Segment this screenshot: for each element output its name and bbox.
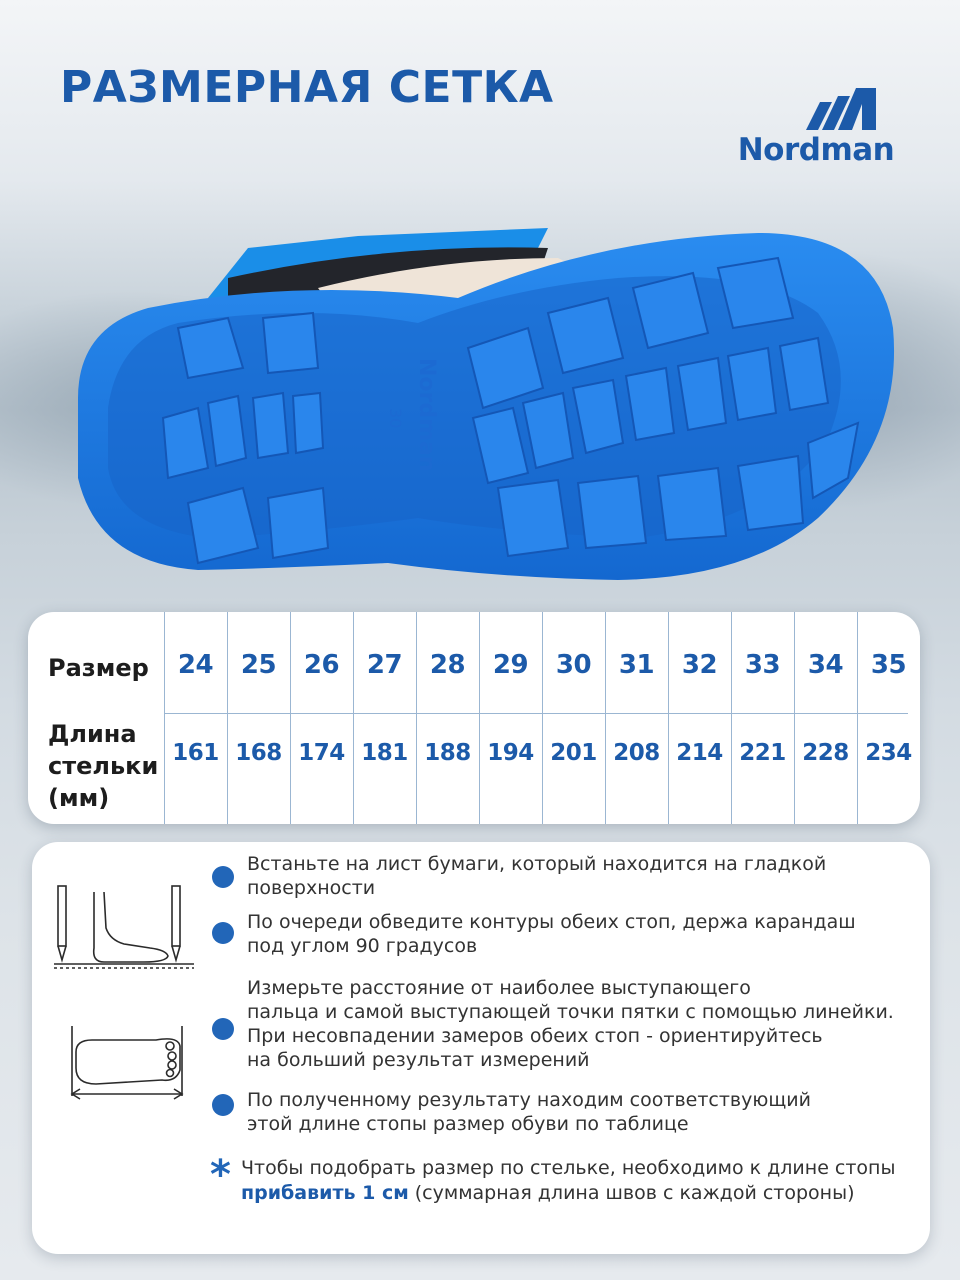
size-column (290, 612, 353, 824)
note-rest: (суммарная длина швов с каждой стороны) (408, 1182, 855, 1204)
size-column (479, 612, 542, 824)
insole-length-label-line: стельки (48, 752, 159, 780)
insole-length-value: 188 (424, 740, 471, 766)
size-column (164, 612, 227, 824)
nordman-logo-icon (806, 88, 876, 130)
bullet-icon (212, 866, 234, 888)
page-title: РАЗМЕРНАЯ СЕТКА (60, 62, 554, 113)
sole-brand-text: Nordman (414, 358, 439, 472)
insole-length-label-line: Длина (48, 720, 137, 748)
size-value: 33 (744, 650, 781, 680)
instruction-line: поверхности (247, 877, 376, 899)
size-column (668, 612, 731, 824)
instruction-step-2 (247, 910, 856, 958)
insole-length-value: 174 (298, 740, 345, 766)
instruction-step-1 (247, 852, 826, 900)
foot-pencil-illustration-icon (54, 884, 194, 974)
instruction-line: По полученному результату находим соответствующий (247, 1089, 811, 1111)
insole-length-value: 161 (172, 740, 219, 766)
insole-length-row-label (48, 718, 158, 814)
table-divider-vertical (164, 612, 165, 824)
size-value: 29 (492, 650, 529, 680)
size-column (353, 612, 416, 824)
instruction-line: пальца и самой выступающей точки пятки с помощью линейки. (247, 1001, 894, 1023)
note-bold: прибавить 1 см (241, 1182, 409, 1204)
instruction-line: При несовпадении замеров обеих стоп - ориентируйтесь (247, 1025, 823, 1047)
size-column (731, 612, 794, 824)
bullet-icon (212, 1094, 234, 1116)
bullet-icon (212, 922, 234, 944)
bullet-icon (212, 1018, 234, 1040)
size-column (542, 612, 605, 824)
insole-note (241, 1156, 895, 1206)
insole-length-value: 181 (361, 740, 408, 766)
instruction-line: под углом 90 градусов (247, 935, 478, 957)
sole-size-text: 30 (386, 408, 405, 429)
table-divider-vertical (794, 612, 795, 824)
instruction-line: По очереди обведите контуры обеих стоп, держа карандаш (247, 911, 856, 933)
measurement-instructions (32, 842, 930, 1254)
size-row-label: Размер (48, 654, 149, 682)
brand-logo (728, 88, 904, 168)
size-column (227, 612, 290, 824)
table-divider-vertical (668, 612, 669, 824)
size-value: 25 (240, 650, 277, 680)
instruction-step-4 (247, 1088, 811, 1136)
note-line-1: Чтобы подобрать размер по стельке, необходимо к длине стопы (241, 1157, 896, 1179)
size-value: 24 (177, 650, 214, 680)
asterisk-icon: * (210, 1152, 231, 1198)
size-value: 27 (366, 650, 403, 680)
size-column (416, 612, 479, 824)
size-value: 30 (555, 650, 592, 680)
size-column (794, 612, 857, 824)
table-divider-vertical (479, 612, 480, 824)
table-divider-vertical (605, 612, 606, 824)
boot-sole-image (58, 218, 898, 593)
insole-length-value: 214 (676, 740, 723, 766)
size-value: 32 (681, 650, 718, 680)
insole-length-value: 194 (487, 740, 534, 766)
size-value: 28 (429, 650, 466, 680)
size-column (857, 612, 920, 824)
table-divider-vertical (227, 612, 228, 824)
table-divider-vertical (731, 612, 732, 824)
insole-length-value: 228 (802, 740, 849, 766)
size-table (28, 612, 920, 824)
insole-length-value: 221 (739, 740, 786, 766)
table-divider-vertical (857, 612, 858, 824)
insole-length-value: 234 (865, 740, 912, 766)
insole-length-value: 201 (550, 740, 597, 766)
foot-measure-illustration-icon (66, 1022, 196, 1108)
table-divider-vertical (416, 612, 417, 824)
instruction-line: этой длине стопы размер обуви по таблице (247, 1113, 689, 1135)
size-value: 31 (618, 650, 655, 680)
instruction-line: Измерьте расстояние от наиболее выступающего (247, 977, 751, 999)
instruction-line: на больший результат измерений (247, 1049, 590, 1071)
table-divider-vertical (290, 612, 291, 824)
instruction-line: Встаньте на лист бумаги, который находится на гладкой (247, 853, 827, 875)
table-divider-vertical (353, 612, 354, 824)
instruction-step-3 (247, 976, 894, 1072)
insole-length-label-line: (мм) (48, 784, 110, 812)
insole-length-value: 208 (613, 740, 660, 766)
brand-name: Nordman (737, 132, 895, 168)
table-divider-vertical (542, 612, 543, 824)
size-value: 34 (807, 650, 844, 680)
insole-length-value: 168 (235, 740, 282, 766)
size-value: 26 (303, 650, 340, 680)
size-column (605, 612, 668, 824)
size-value: 35 (870, 650, 907, 680)
